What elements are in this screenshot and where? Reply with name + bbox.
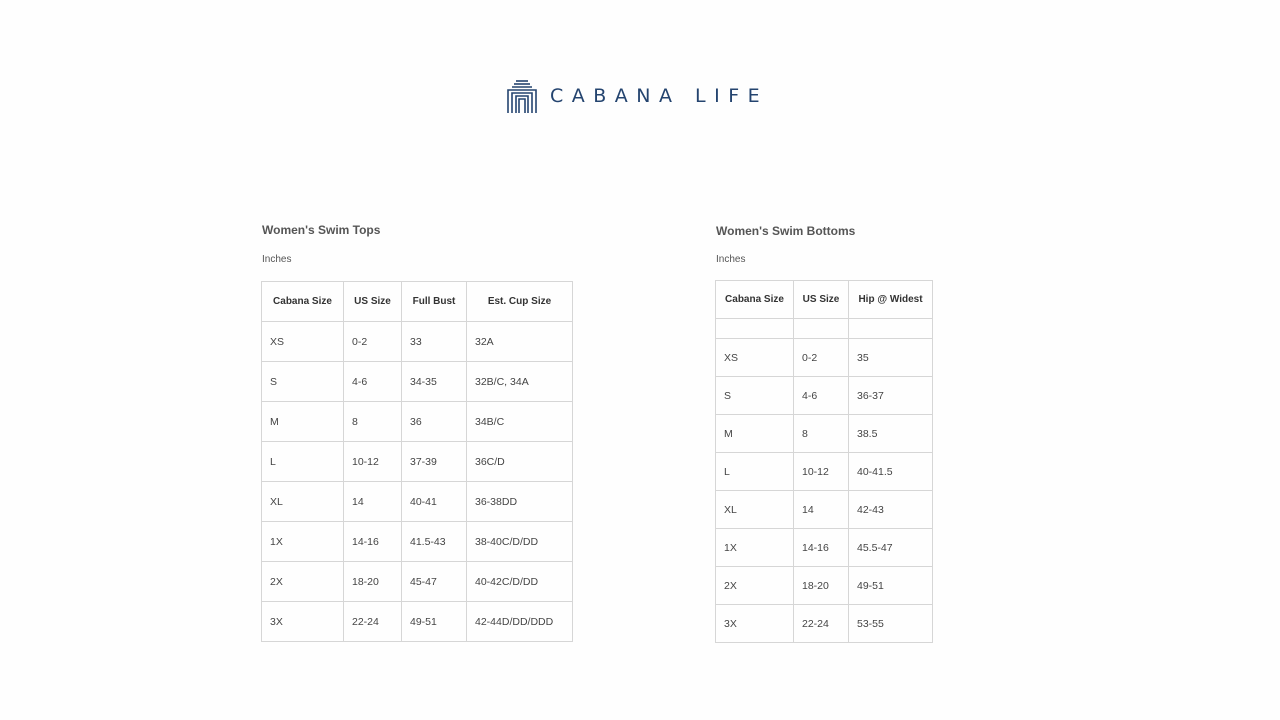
- table-cell: 4-6: [344, 362, 402, 402]
- table-cell: 53-55: [849, 605, 933, 643]
- table-cell: 41.5-43: [402, 522, 467, 562]
- table-header-row: [716, 281, 933, 319]
- bottoms-unit-label: Inches: [716, 254, 746, 265]
- table-cell: 32B/C, 34A: [467, 362, 573, 402]
- column-header: US Size: [344, 282, 402, 322]
- table-cell: 2X: [716, 567, 794, 605]
- cabana-arch-icon: [506, 78, 538, 114]
- brand-name: CABANA LIFE: [550, 85, 769, 107]
- table-row: [716, 567, 933, 605]
- table-cell: [716, 319, 794, 339]
- table-cell: [849, 319, 933, 339]
- tops-unit-label: Inches: [262, 254, 292, 265]
- table-cell: L: [262, 442, 344, 482]
- table-row: [716, 453, 933, 491]
- table-cell: S: [716, 377, 794, 415]
- table-cell: 32A: [467, 322, 573, 362]
- table-cell: 38.5: [849, 415, 933, 453]
- table-cell: 14: [794, 491, 849, 529]
- table-row: [262, 362, 573, 402]
- empty-row: [716, 319, 933, 339]
- column-header: US Size: [794, 281, 849, 319]
- table-cell: 1X: [716, 529, 794, 567]
- tops-title: Women's Swim Tops: [262, 223, 381, 237]
- bottoms-title: Women's Swim Bottoms: [716, 224, 856, 238]
- column-header: Hip @ Widest: [849, 281, 933, 319]
- table-cell: 10-12: [794, 453, 849, 491]
- table-cell: 36: [402, 402, 467, 442]
- table-cell: 35: [849, 339, 933, 377]
- table-cell: M: [716, 415, 794, 453]
- table-row: [716, 529, 933, 567]
- table-row: [262, 562, 573, 602]
- table-cell: XL: [716, 491, 794, 529]
- table-cell: 0-2: [344, 322, 402, 362]
- table-row: [716, 377, 933, 415]
- table-cell: 45-47: [402, 562, 467, 602]
- table-cell: 18-20: [794, 567, 849, 605]
- table-cell: 0-2: [794, 339, 849, 377]
- table-cell: 8: [794, 415, 849, 453]
- table-cell: 45.5-47: [849, 529, 933, 567]
- cabana-life-logo: [506, 78, 768, 114]
- table-row: [716, 339, 933, 377]
- table-cell: XS: [716, 339, 794, 377]
- table-cell: 18-20: [344, 562, 402, 602]
- table-cell: 40-41.5: [849, 453, 933, 491]
- table-row: [716, 491, 933, 529]
- table-cell: 22-24: [344, 602, 402, 642]
- table-row: [262, 602, 573, 642]
- table-cell: 34B/C: [467, 402, 573, 442]
- table-cell: 42-44D/DD/DDD: [467, 602, 573, 642]
- table-cell: 49-51: [402, 602, 467, 642]
- table-cell: 3X: [262, 602, 344, 642]
- table-cell: M: [262, 402, 344, 442]
- table-cell: 10-12: [344, 442, 402, 482]
- table-cell: 38-40C/D/DD: [467, 522, 573, 562]
- table-cell: 14-16: [344, 522, 402, 562]
- table-cell: 4-6: [794, 377, 849, 415]
- table-row: [262, 322, 573, 362]
- column-header: Cabana Size: [262, 282, 344, 322]
- table-cell: 2X: [262, 562, 344, 602]
- table-cell: 42-43: [849, 491, 933, 529]
- table-cell: 37-39: [402, 442, 467, 482]
- table-row: [262, 482, 573, 522]
- table-row: [716, 415, 933, 453]
- table-cell: XS: [262, 322, 344, 362]
- table-cell: L: [716, 453, 794, 491]
- table-cell: 36-37: [849, 377, 933, 415]
- column-header: Full Bust: [402, 282, 467, 322]
- table-cell: 14: [344, 482, 402, 522]
- table-cell: XL: [262, 482, 344, 522]
- column-header: Cabana Size: [716, 281, 794, 319]
- table-cell: 3X: [716, 605, 794, 643]
- table-cell: S: [262, 362, 344, 402]
- table-cell: 49-51: [849, 567, 933, 605]
- table-row: [262, 442, 573, 482]
- tops-size-table: [261, 281, 573, 642]
- table-row: [262, 522, 573, 562]
- table-row: [262, 402, 573, 442]
- table-cell: 36C/D: [467, 442, 573, 482]
- table-cell: 34-35: [402, 362, 467, 402]
- table-cell: 33: [402, 322, 467, 362]
- table-row: [716, 605, 933, 643]
- table-cell: 36-38DD: [467, 482, 573, 522]
- table-cell: 1X: [262, 522, 344, 562]
- bottoms-size-table: [715, 280, 933, 643]
- table-cell: 40-41: [402, 482, 467, 522]
- table-header-row: [262, 282, 573, 322]
- table-cell: 22-24: [794, 605, 849, 643]
- table-cell: 40-42C/D/DD: [467, 562, 573, 602]
- table-cell: [794, 319, 849, 339]
- table-cell: 8: [344, 402, 402, 442]
- column-header: Est. Cup Size: [467, 282, 573, 322]
- table-cell: 14-16: [794, 529, 849, 567]
